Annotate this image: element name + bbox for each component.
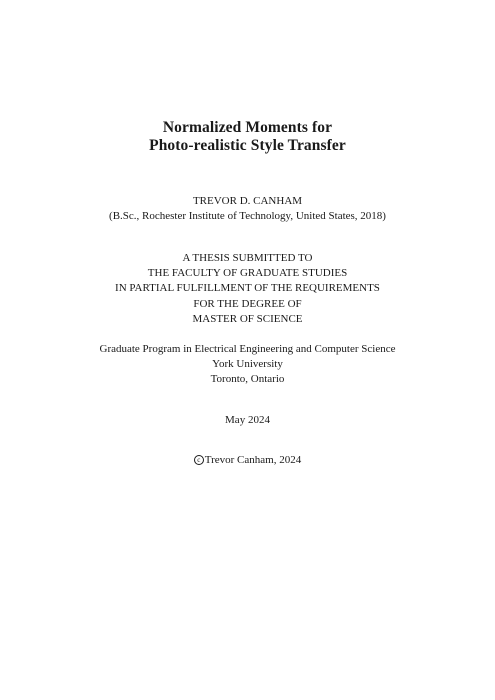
copyright-notice — [0, 454, 495, 466]
submission-line-3: IN PARTIAL FULFILLMENT OF THE REQUIREMENTS — [115, 282, 380, 294]
university-name: York University — [212, 358, 283, 370]
copyright-text: Trevor Canham, 2024 — [204, 454, 302, 466]
submission-date: May 2024 — [225, 414, 270, 426]
thesis-title-line-2: Photo-realistic Style Transfer — [149, 137, 346, 154]
submission-line-4: FOR THE DEGREE OF — [193, 298, 302, 310]
submission-line-1: A THESIS SUBMITTED TO — [182, 252, 313, 264]
copyright-icon: c — [194, 455, 204, 465]
author-name: TREVOR D. CANHAM — [192, 195, 303, 207]
thesis-title-line-1: Normalized Moments for — [162, 119, 333, 136]
author-prior-degree: (B.Sc., Rochester Institute of Technology, United States, 2018) — [109, 210, 386, 222]
submission-line-5: MASTER OF SCIENCE — [192, 313, 303, 325]
submission-line-2: THE FACULTY OF GRADUATE STUDIES — [147, 267, 348, 279]
graduate-program: Graduate Program in Electrical Engineering and Computer Science — [99, 343, 396, 355]
university-location: Toronto, Ontario — [210, 373, 285, 385]
